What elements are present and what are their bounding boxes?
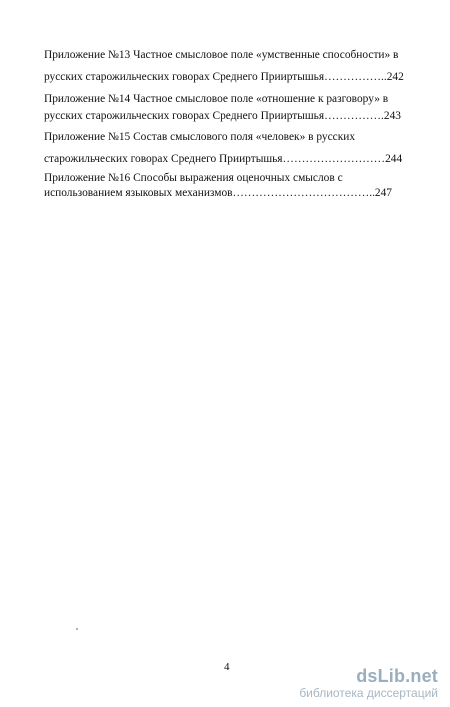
- watermark-tagline: библиотека диссертаций: [299, 686, 438, 700]
- page-number: 4: [224, 661, 230, 673]
- toc-entry-14-line-2: русских старожильческих говорах Среднего Прииртышья…………….243: [44, 110, 401, 122]
- scan-speck: [76, 628, 78, 630]
- toc-entry-16-line-1: Приложение №16 Способы выражения оценочных смыслов с: [44, 172, 343, 184]
- toc-entry-16-line-2: использованием языковых механизмов………………………………..247: [44, 187, 392, 199]
- toc-entry-15-line-1: Приложение №15 Состав смыслового поля «человек» в русских: [44, 131, 356, 143]
- watermark: [299, 666, 438, 700]
- watermark-logo: dsLib.net: [356, 666, 438, 686]
- toc-entry-13-line-1: Приложение №13 Частное смысловое поле «умственные способности» в: [44, 49, 399, 61]
- toc-entry-14-line-1: Приложение №14 Частное смысловое поле «отношение к разговору» в: [44, 93, 389, 105]
- toc-entry-13-line-2: русских старожильческих говорах Среднего Прииртышья……………..242: [44, 71, 404, 83]
- toc-entry-15-line-2: старожильческих говорах Среднего Прииртышья………………………244: [44, 153, 403, 165]
